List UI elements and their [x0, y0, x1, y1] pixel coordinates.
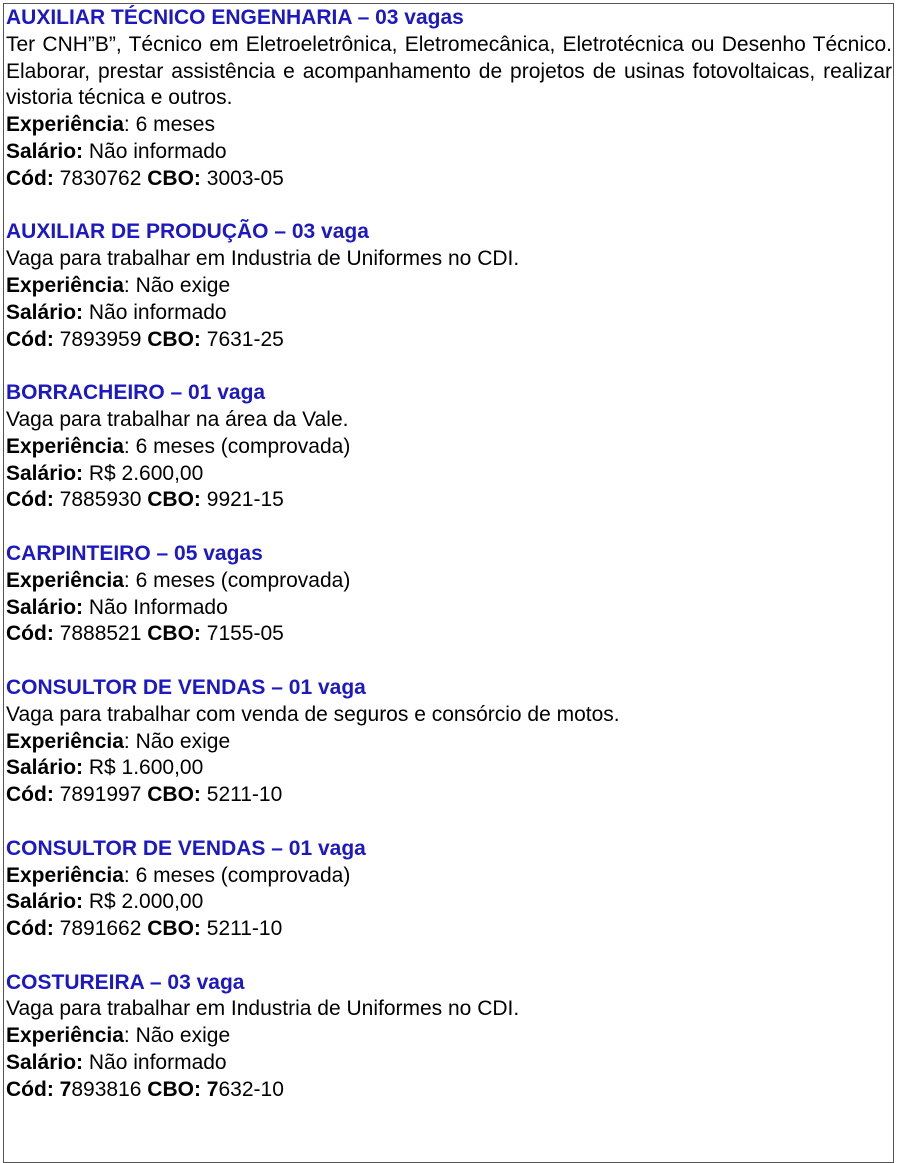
code-line: [6, 916, 892, 943]
job-description: Vaga para trabalhar com venda de seguros e consórcio de motos.: [6, 702, 620, 726]
experience-label: Experiência: [6, 568, 124, 592]
code-line: [6, 487, 892, 514]
code-line: [6, 327, 892, 354]
code-value: 7891662: [53, 917, 148, 941]
experience-value: : Não exige: [123, 729, 231, 753]
salary-value: Não Informado: [83, 595, 228, 619]
experience-line: [6, 273, 892, 300]
salary-label: Salário:: [6, 139, 84, 163]
salary-line: [6, 461, 892, 488]
experience-line: [6, 568, 892, 595]
job-listing: [6, 675, 892, 809]
salary-label: Salário:: [6, 756, 84, 780]
job-listing: [6, 5, 892, 193]
experience-label: Experiência: [6, 1024, 124, 1048]
code-label: Cód:: [6, 917, 54, 941]
salary-label: Salário:: [6, 595, 84, 619]
salary-value: Não informado: [83, 139, 227, 163]
job-description: Vaga para trabalhar na área da Vale.: [6, 407, 349, 431]
experience-line: [6, 863, 892, 890]
cbo-label: CBO:: [147, 622, 201, 646]
cbo-bold-digit: 7: [206, 1077, 219, 1101]
salary-line: [6, 139, 892, 166]
experience-value: : 6 meses (comprovada): [123, 863, 351, 887]
job-description: Vaga para trabalhar em Industria de Uniformes no CDI.: [6, 997, 520, 1021]
code-value: 7893959: [53, 327, 148, 351]
salary-label: Salário:: [6, 300, 84, 324]
job-listings: [6, 5, 892, 1130]
salary-line: [6, 755, 892, 782]
experience-value: : Não exige: [123, 1024, 231, 1048]
cbo-value: 3003-05: [200, 166, 284, 190]
code-line: [6, 621, 892, 648]
job-listing: [6, 380, 892, 514]
cbo-value: 632-10: [218, 1077, 284, 1101]
code-line: [6, 1077, 892, 1104]
experience-label: Experiência: [6, 113, 124, 137]
experience-line: [6, 112, 892, 139]
job-listing: [6, 219, 892, 353]
salary-label: Salário:: [6, 461, 84, 485]
experience-line: [6, 729, 892, 756]
salary-value: Não informado: [83, 300, 227, 324]
cbo-label: CBO:: [147, 917, 201, 941]
job-description: Ter CNH”B”, Técnico em Eletroeletrônica, Eletromecânica, Eletrotécnica ou Desenho Técnico. Elaborar, prestar assistência e acompanhamento de projetos de usinas fotovoltaicas, realizar vistoria técnica e outros.: [6, 32, 892, 110]
code-label: Cód:: [6, 327, 54, 351]
salary-value: R$ 2.600,00: [83, 461, 204, 485]
job-title: AUXILIAR DE PRODUÇÃO – 03 vaga: [6, 220, 369, 244]
salary-value: R$ 1.600,00: [83, 756, 204, 780]
code-value: 7891997: [53, 783, 148, 807]
code-bold-digit: 7: [59, 1077, 72, 1101]
code-line: [6, 166, 892, 193]
cbo-value: 7155-05: [200, 622, 284, 646]
cbo-label: CBO:: [147, 488, 201, 512]
job-title: CARPINTEIRO – 05 vagas: [6, 541, 263, 565]
experience-label: Experiência: [6, 729, 124, 753]
cbo-label: CBO:: [147, 166, 201, 190]
job-title: CONSULTOR DE VENDAS – 01 vaga: [6, 675, 366, 699]
code-value: 7885930: [53, 488, 148, 512]
job-title: AUXILIAR TÉCNICO ENGENHARIA – 03 vagas: [6, 6, 464, 29]
job-title: CONSULTOR DE VENDAS – 01 vaga: [6, 836, 366, 860]
job-description: Vaga para trabalhar em Industria de Uniformes no CDI.: [6, 247, 520, 271]
job-listing: [6, 836, 892, 943]
salary-line: [6, 300, 892, 327]
cbo-value: 5211-10: [200, 783, 283, 807]
cbo-value: 9921-15: [200, 488, 284, 512]
job-listing: [6, 541, 892, 648]
code-label: Cód:: [6, 166, 54, 190]
experience-line: [6, 434, 892, 461]
experience-label: Experiência: [6, 434, 124, 458]
code-value: 7888521: [53, 622, 148, 646]
code-value: 7830762: [53, 166, 148, 190]
code-label: Cód:: [6, 783, 54, 807]
experience-line: [6, 1023, 892, 1050]
job-title: BORRACHEIRO – 01 vaga: [6, 381, 266, 405]
cbo-label: CBO:: [147, 783, 201, 807]
experience-value: : 6 meses: [123, 113, 215, 137]
cbo-value: 5211-10: [200, 917, 283, 941]
experience-value: : 6 meses (comprovada): [123, 568, 351, 592]
job-title: COSTUREIRA – 03 vaga: [6, 970, 245, 994]
salary-value: R$ 2.000,00: [83, 890, 204, 914]
experience-label: Experiência: [6, 273, 124, 297]
salary-line: [6, 889, 892, 916]
code-value: 893816: [71, 1077, 148, 1101]
salary-value: Não informado: [83, 1051, 227, 1075]
code-line: [6, 782, 892, 809]
job-listing: [6, 970, 892, 1104]
experience-label: Experiência: [6, 863, 124, 887]
salary-line: [6, 1050, 892, 1077]
salary-label: Salário:: [6, 890, 84, 914]
code-label: Cód:: [6, 488, 54, 512]
code-label: Cód:: [6, 1077, 54, 1101]
code-label: Cód:: [6, 622, 54, 646]
experience-value: : 6 meses (comprovada): [123, 434, 351, 458]
cbo-value: 7631-25: [200, 327, 284, 351]
salary-line: [6, 595, 892, 622]
experience-value: : Não exige: [123, 273, 231, 297]
salary-label: Salário:: [6, 1051, 84, 1075]
cbo-label: CBO:: [147, 327, 201, 351]
cbo-label: CBO:: [147, 1077, 201, 1101]
